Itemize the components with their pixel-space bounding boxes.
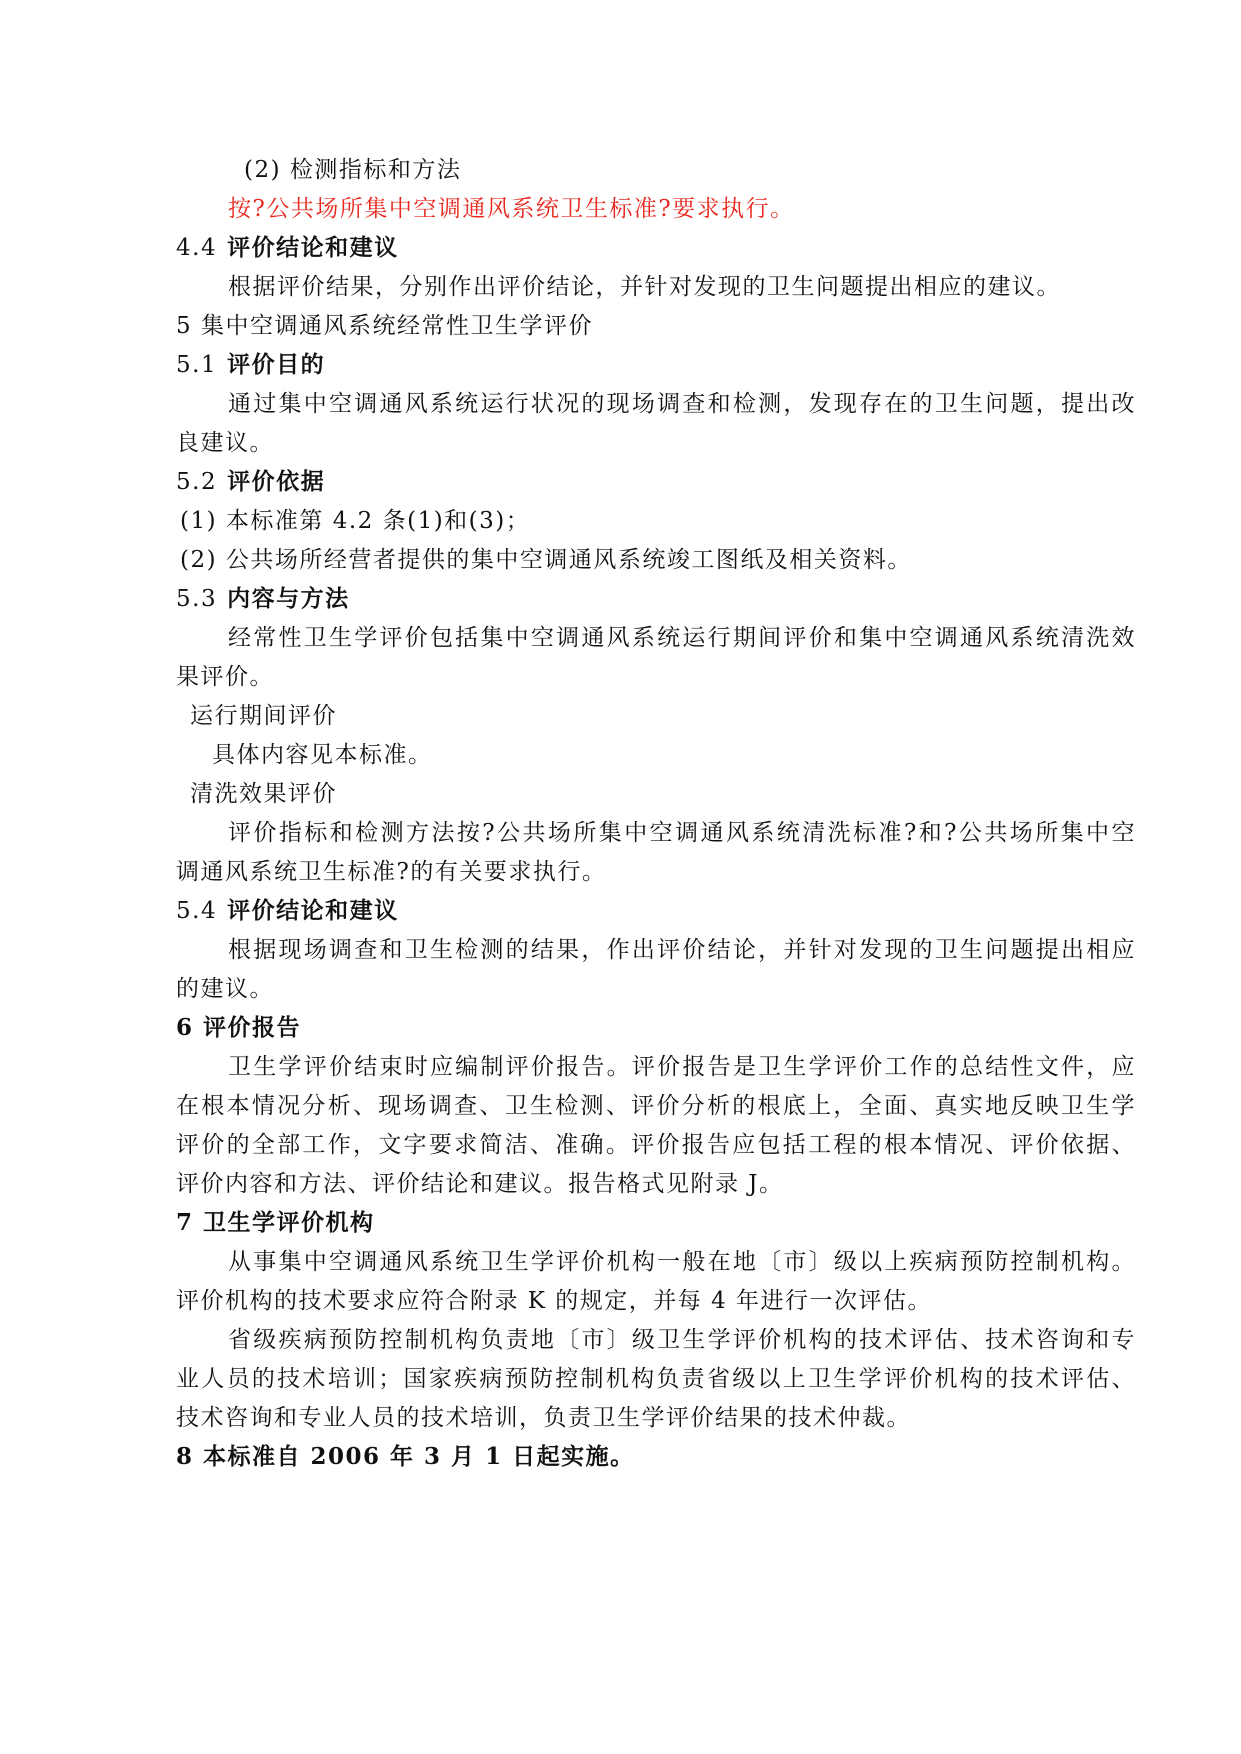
list-item: (2) 公共场所经营者提供的集中空调通风系统竣工图纸及相关资料。 (180, 547, 912, 573)
paragraph-continuation: 在根本情况分析、现场调查、卫生检测、评价分析的根底上，全面、真实地反映卫生学 (176, 1093, 1136, 1119)
paragraph: 根据现场调查和卫生检测的结果，作出评价结论，并针对发现的卫生问题提出相应 (228, 937, 1136, 963)
paragraph-continuation: 良建议。 (176, 430, 274, 456)
highlighted-requirement: 按?公共场所集中空调通风系统卫生标准?要求执行。 (228, 196, 795, 222)
paragraph: 卫生学评价结束时应编制评价报告。评价报告是卫生学评价工作的总结性文件，应 (228, 1054, 1136, 1080)
section-number: 5.4 (176, 898, 218, 924)
section-heading-4-4 (176, 233, 1136, 263)
section-heading-6: 6 评价报告 (176, 1014, 302, 1041)
section-heading-5-1 (176, 350, 1136, 380)
section-number: 5.3 (176, 586, 218, 612)
section-title: 评价结论和建议 (227, 234, 399, 261)
paragraph-continuation: 评价机构的技术要求应符合附录 K 的规定，并每 4 年进行一次评估。 (176, 1288, 933, 1314)
paragraph-continuation: 技术咨询和专业人员的技术培训，负责卫生学评价结果的技术仲裁。 (176, 1405, 911, 1431)
section-number: 4.4 (176, 235, 218, 261)
section-title: 评价依据 (227, 468, 326, 495)
section-number: 5.1 (176, 352, 218, 378)
section-title: 评价目的 (227, 351, 326, 378)
item-heading-detection: (2) 检测指标和方法 (244, 157, 462, 183)
section-heading-7: 7 卫生学评价机构 (176, 1209, 375, 1236)
section-title: 内容与方法 (227, 585, 350, 612)
subheading: 清洗效果评价 (190, 781, 337, 807)
section-heading-8: 8 本标准自 2006 年 3 月 1 日起实施。 (176, 1443, 635, 1470)
paragraph: 根据评价结果，分别作出评价结论，并针对发现的卫生问题提出相应的建议。 (228, 274, 1061, 300)
paragraph-continuation: 的建议。 (176, 976, 274, 1002)
section-heading-5: 5 集中空调通风系统经常性卫生学评价 (176, 313, 593, 339)
subheading: 运行期间评价 (190, 703, 337, 729)
paragraph-continuation: 评价的全部工作，文字要求简洁、准确。评价报告应包括工程的根本情况、评价依据、 (176, 1132, 1136, 1158)
paragraph: 具体内容见本标准。 (212, 742, 433, 768)
paragraph-continuation: 果评价。 (176, 664, 274, 690)
section-number: 5.2 (176, 469, 218, 495)
paragraph-continuation: 业人员的技术培训；国家疾病预防控制机构负责省级以上卫生学评价机构的技术评估、 (176, 1366, 1136, 1392)
section-heading-5-2 (176, 467, 1136, 497)
paragraph: 评价指标和检测方法按?公共场所集中空调通风系统清洗标准?和?公共场所集中空 (228, 820, 1136, 846)
section-title: 评价结论和建议 (227, 897, 399, 924)
paragraph: 经常性卫生学评价包括集中空调通风系统运行期间评价和集中空调通风系统清洗效 (228, 625, 1136, 651)
paragraph: 省级疾病预防控制机构负责地〔市〕级卫生学评价机构的技术评估、技术咨询和专 (228, 1327, 1136, 1353)
paragraph-continuation: 评价内容和方法、评价结论和建议。报告格式见附录 J。 (176, 1171, 784, 1197)
paragraph: 从事集中空调通风系统卫生学评价机构一般在地〔市〕级以上疾病预防控制机构。 (228, 1249, 1136, 1275)
section-heading-5-4 (176, 896, 1136, 926)
list-item: (1) 本标准第 4.2 条(1)和(3)； (180, 508, 531, 534)
paragraph: 通过集中空调通风系统运行状况的现场调查和检测，发现存在的卫生问题，提出改 (228, 391, 1136, 417)
paragraph-continuation: 调通风系统卫生标准?的有关要求执行。 (176, 859, 607, 885)
section-heading-5-3 (176, 584, 1136, 614)
